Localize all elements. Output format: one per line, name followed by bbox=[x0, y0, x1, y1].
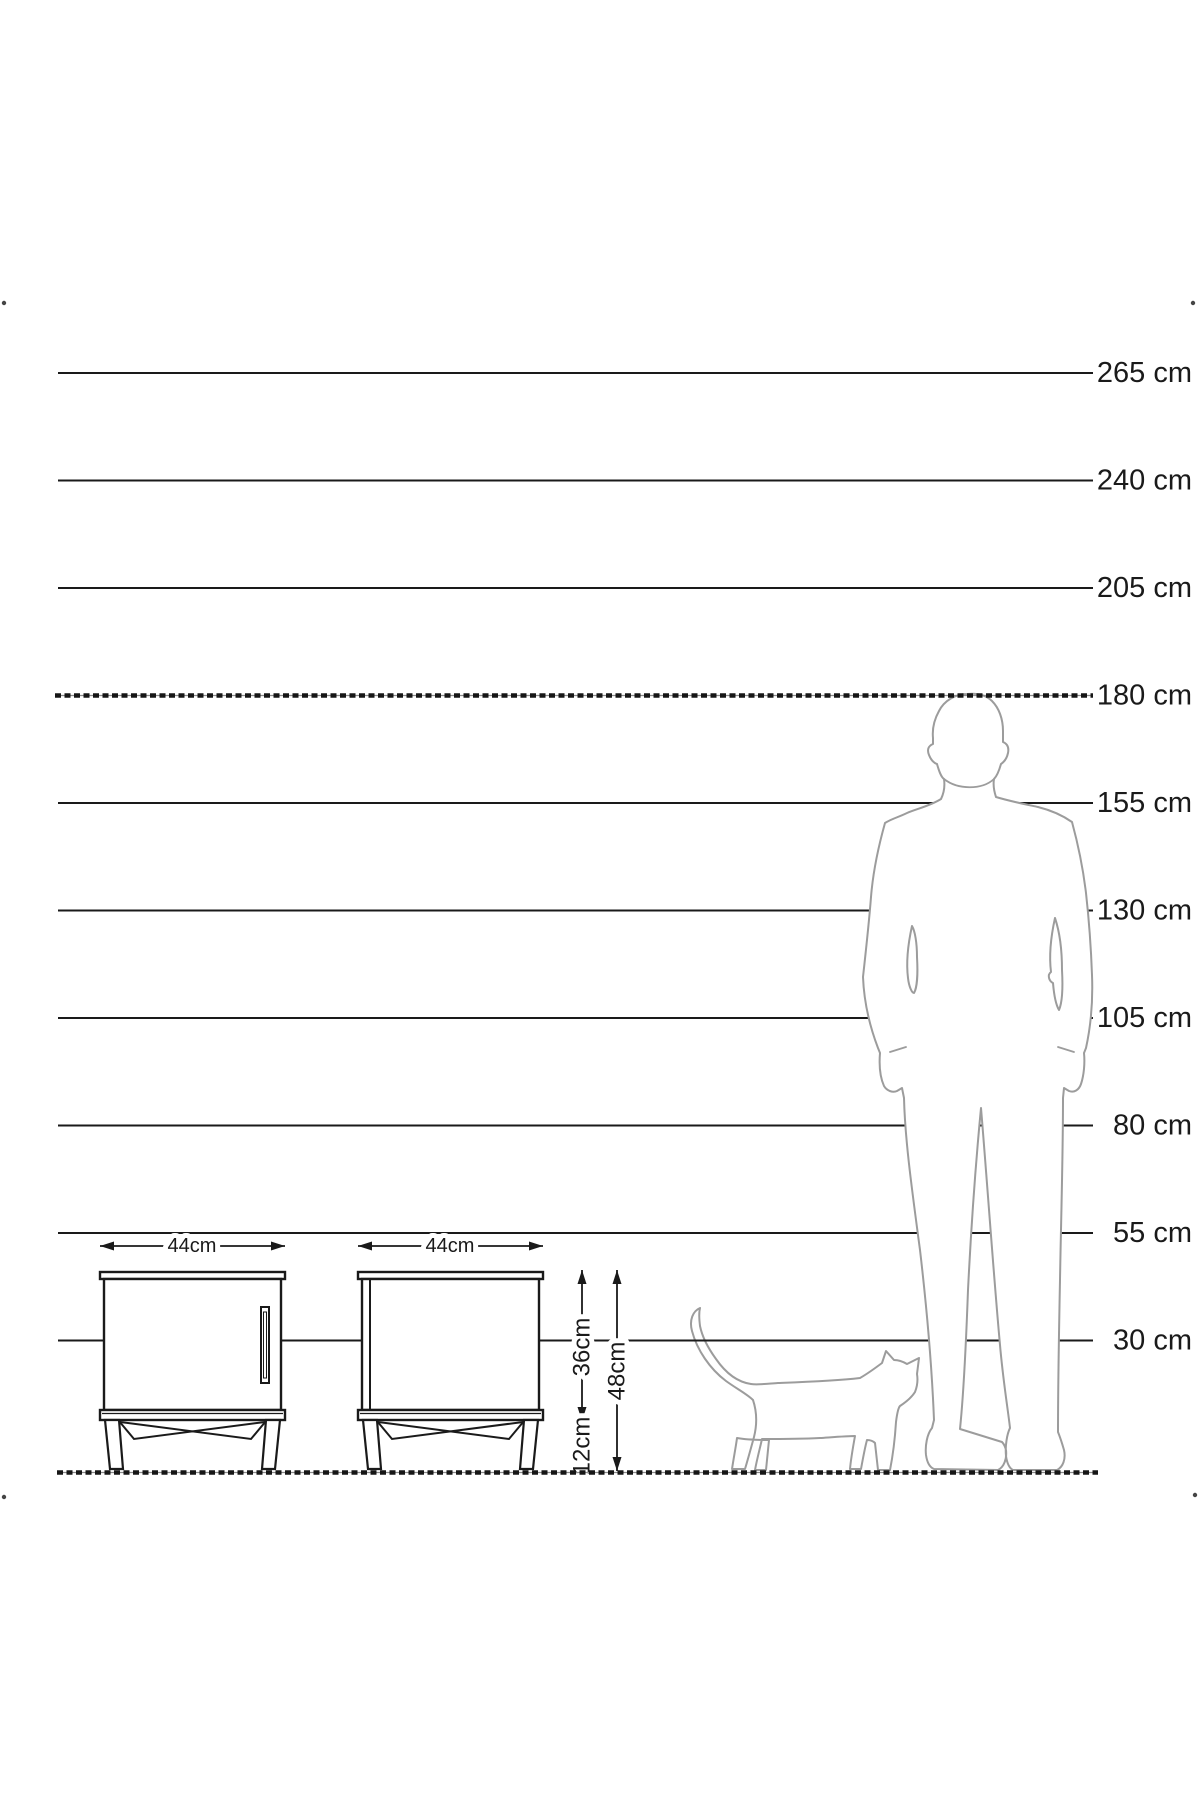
height-scale-label-55: 55 cm bbox=[1113, 1217, 1192, 1249]
nightstand-left-leg-brace bbox=[119, 1421, 265, 1439]
reference-man-silhouette bbox=[863, 694, 1092, 1470]
nightstand-right-leg-brace bbox=[378, 1421, 524, 1439]
nightstand-right-body bbox=[362, 1279, 539, 1410]
width-dimension-left-label: 44cm bbox=[167, 1235, 217, 1257]
width-dimension-left bbox=[100, 1235, 285, 1257]
leg-height-label: 12cm bbox=[568, 1416, 596, 1476]
width-dimension-right-label: 44cm bbox=[425, 1235, 475, 1257]
height-scale-label-240: 240 cm bbox=[1096, 464, 1192, 497]
height-scale-label-30: 30 cm bbox=[1113, 1324, 1192, 1357]
height-scale-label-180: 180 cm bbox=[1096, 679, 1192, 712]
nightstand-right-leg-front bbox=[363, 1420, 381, 1469]
height-scale-label-80: 80 cm bbox=[1113, 1109, 1192, 1142]
corner-mark bbox=[2, 301, 6, 305]
height-scale-label-265: 265 cm bbox=[1096, 357, 1192, 389]
nightstand-left-handle-slot bbox=[264, 1312, 267, 1378]
height-scale-label-205: 205 cm bbox=[1096, 572, 1192, 604]
cat-silhouette bbox=[691, 1308, 919, 1470]
height-scale-label-130: 130 cm bbox=[1096, 894, 1192, 927]
body-height-dimension bbox=[569, 1270, 596, 1421]
corner-mark bbox=[1193, 1493, 1197, 1497]
total-height-label: 48cm bbox=[603, 1341, 631, 1401]
height-scale-labels bbox=[1097, 357, 1192, 1357]
nightstand-left-leg-brace bbox=[120, 1421, 266, 1439]
nightstand-left-base bbox=[100, 1410, 285, 1420]
body-height-label: 36cm bbox=[568, 1317, 596, 1377]
total-height-dimension bbox=[604, 1270, 631, 1471]
height-scale-label-155: 155 cm bbox=[1096, 787, 1192, 819]
nightstand-right-leg-brace bbox=[377, 1421, 523, 1439]
corner-mark bbox=[2, 1495, 6, 1499]
nightstand-left-leg-front bbox=[105, 1420, 123, 1469]
nightstand-left-leg-back bbox=[262, 1420, 280, 1469]
nightstand-right bbox=[358, 1235, 543, 1469]
nightstand-right-leg-back bbox=[520, 1420, 538, 1469]
height-scale-label-105: 105 cm bbox=[1096, 1002, 1192, 1034]
nightstand-left-body bbox=[104, 1279, 281, 1410]
width-dimension-right bbox=[358, 1235, 543, 1257]
nightstand-right-base bbox=[358, 1410, 543, 1420]
nightstand-left bbox=[100, 1235, 285, 1469]
leg-height-dimension bbox=[569, 1417, 596, 1476]
corner-mark bbox=[1191, 301, 1195, 305]
